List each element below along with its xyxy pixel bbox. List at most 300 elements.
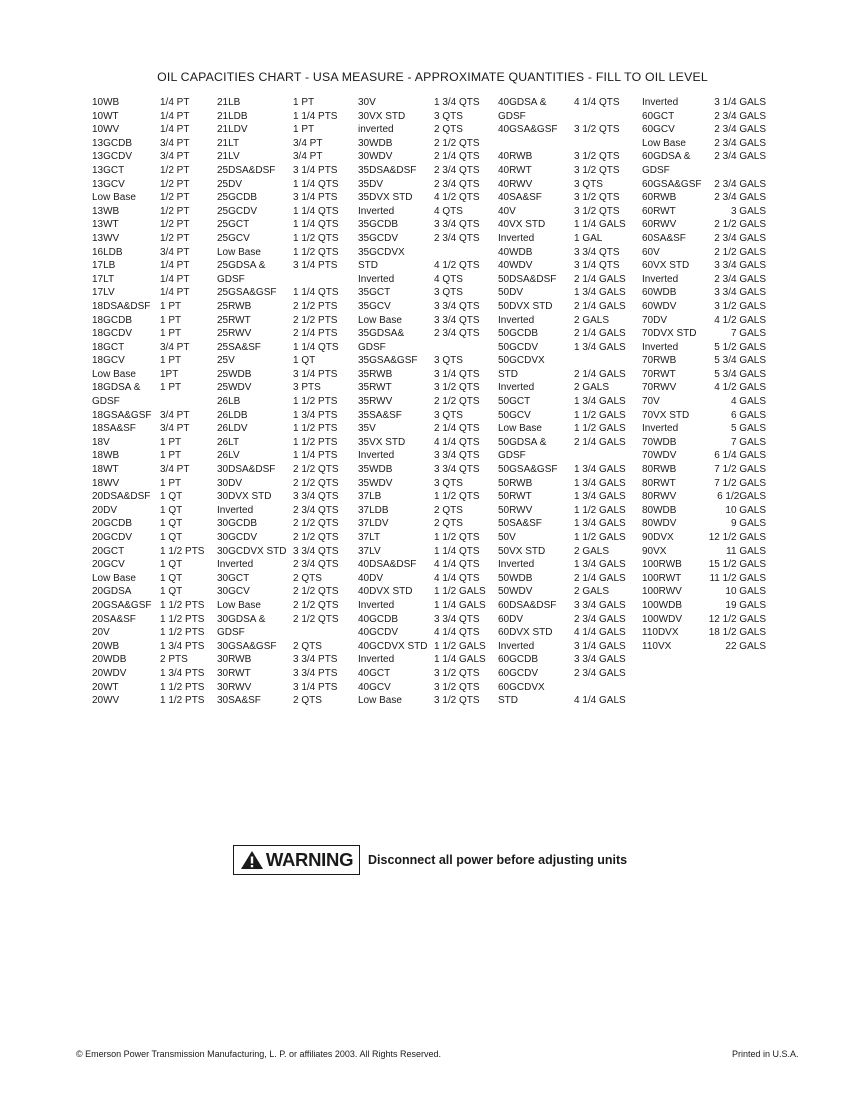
chart-title: OIL CAPACITIES CHART - USA MEASURE - APPROXIMATE QUANTITIES - FILL TO OIL LEVEL <box>157 70 708 84</box>
capacity-cell: 1 PT <box>160 477 182 489</box>
capacity-cell: 1/2 PT <box>160 178 190 190</box>
capacity-cell: 1 3/4 QTS <box>434 97 480 108</box>
model-cell: 100WDV <box>642 613 683 625</box>
model-cell: Inverted <box>498 559 535 571</box>
model-cell: 35GCDVX <box>358 246 405 258</box>
model-cell: Low Base <box>92 572 136 584</box>
capacity-cell: 3 3/4 QTS <box>434 450 480 462</box>
model-cell: 40RWB <box>498 151 533 163</box>
capacity-cell: 1 1/2 PTS <box>160 627 205 639</box>
model-cell: 40GCV <box>358 681 391 693</box>
model-cell: 20V <box>92 627 110 639</box>
model-cell: 35GDSA& <box>358 328 405 340</box>
model-cell: 30GCT <box>217 572 250 584</box>
model-cell: 20GCDB <box>92 518 133 530</box>
model-cell: 35RWB <box>358 368 393 380</box>
model-cell: 40V <box>498 205 516 217</box>
model-cell: 30RWV <box>217 681 252 693</box>
capacity-cell: 1 1/4 GALS <box>434 654 486 666</box>
capacity-cell: 2 3/4 QTS <box>293 559 339 571</box>
model-cell: 21LDB <box>217 110 248 122</box>
model-cell: 50VX STD <box>498 545 546 557</box>
capacity-cell: 3 1/4 PTS <box>293 260 338 272</box>
capacity-cell: 5 GALS <box>730 423 766 435</box>
model-cell: 70WDV <box>642 450 677 462</box>
model-cell: 60SA&SF <box>642 232 686 244</box>
model-cell: STD <box>358 260 378 272</box>
capacity-cell: 3 1/2 QTS <box>574 124 620 136</box>
model-cell: 30DSA&DSF <box>217 464 276 476</box>
model-cell: 37LT <box>358 532 381 543</box>
model-cell: 20GCDV <box>92 532 133 543</box>
model-cell: Inverted <box>358 205 395 217</box>
model-cell: 60GDSA & <box>642 151 691 163</box>
capacity-cell: 1 1/2 PTS <box>293 423 338 435</box>
model-cell: 60GCDVX <box>498 681 545 693</box>
model-cell: 50WDV <box>498 586 533 598</box>
capacity-cell: 1/4 PT <box>160 124 190 136</box>
model-cell: 70RWT <box>642 368 676 380</box>
capacity-cell: 19 GALS <box>725 599 766 611</box>
capacity-cell: 12 1/2 GALS <box>708 613 766 625</box>
capacity-cell: 3 1/2 QTS <box>434 695 480 707</box>
capacity-cell: 4 GALS <box>730 396 766 408</box>
capacity-cell: 2 1/2 QTS <box>293 532 339 543</box>
model-cell: 30GCDV <box>217 532 258 543</box>
capacity-cell: 3 GALS <box>730 205 766 217</box>
model-cell: 35SA&SF <box>358 409 402 421</box>
model-cell: 10WV <box>92 124 120 136</box>
capacity-cell: 3 QTS <box>434 409 463 421</box>
model-cell: 50GCDB <box>498 328 539 340</box>
model-cell: 26LDV <box>217 423 248 435</box>
model-cell: Inverted <box>642 423 679 435</box>
capacity-cell: 1 1/4 QTS <box>293 178 339 190</box>
model-cell: GDSF <box>358 341 386 353</box>
capacity-cell: 1 1/2 GALS <box>434 586 486 598</box>
model-cell: 60WDV <box>642 300 677 312</box>
model-cell: 80RWB <box>642 464 677 476</box>
capacity-cell: 1 3/4 PTS <box>160 667 205 679</box>
model-cell: 70RWB <box>642 355 677 367</box>
capacity-cell: 1 PT <box>160 355 182 367</box>
model-cell: 35DSA&DSF <box>358 164 417 176</box>
capacity-cell: 1 QT <box>160 518 183 530</box>
capacity-cell: 10 GALS <box>725 504 766 516</box>
capacity-cell: 2 1/2 GALS <box>714 246 766 258</box>
model-cell: 25GCV <box>217 232 250 244</box>
capacity-cell: 2 3/4 GALS <box>714 178 766 190</box>
model-cell: 25WDV <box>217 382 252 394</box>
model-cell: 35V <box>358 423 376 435</box>
model-cell: 100RWB <box>642 559 682 571</box>
model-cell: 50DSA&DSF <box>498 273 557 285</box>
model-cell: 60GSA&GSF <box>642 178 702 190</box>
model-cell: 60GCV <box>642 124 675 136</box>
capacity-cell: 1 3/4 GALS <box>574 477 626 489</box>
model-cell: 50V <box>498 532 516 543</box>
capacity-cell: 12 1/2 GALS <box>708 532 766 543</box>
model-cell: 50GDSA & <box>498 436 547 448</box>
capacity-cell: 1/4 PT <box>160 110 190 122</box>
model-cell: 17LT <box>92 273 115 285</box>
model-cell: 21LDV <box>217 124 248 136</box>
capacity-cell: 1 1/4 QTS <box>293 341 339 353</box>
capacity-cell: 1 3/4 GALS <box>574 287 626 299</box>
capacity-cell: 1 1/4 QTS <box>293 205 339 217</box>
capacity-cell: 2 3/4 GALS <box>714 273 766 285</box>
capacity-cell: 3 3/4 QTS <box>293 491 339 503</box>
capacity-cell: 18 1/2 GALS <box>708 627 766 639</box>
capacity-cell: 1 PT <box>160 328 182 340</box>
model-cell: GDSF <box>642 164 670 176</box>
model-cell: Inverted <box>642 341 679 353</box>
model-cell: 50GCDV <box>498 341 539 353</box>
model-cell: 40RWV <box>498 178 533 190</box>
model-cell: 35VX STD <box>358 436 406 448</box>
capacity-cell: 11 GALS <box>726 545 766 557</box>
capacity-cell: 2 QTS <box>293 572 322 584</box>
model-cell: 26LB <box>217 396 241 408</box>
capacity-cell: 3 1/4 PTS <box>293 164 338 176</box>
capacity-cell: 3 3/4 PTS <box>293 667 338 679</box>
capacity-cell: 2 3/4 GALS <box>714 232 766 244</box>
capacity-cell: 2 3/4 QTS <box>293 504 339 516</box>
model-cell: 18GCT <box>92 341 125 353</box>
capacity-cell: 4 1/4 GALS <box>574 695 626 707</box>
model-cell: 80RWT <box>642 477 676 489</box>
model-cell: 20WDV <box>92 667 127 679</box>
model-cell: 25GCT <box>217 219 250 231</box>
model-cell: 70V <box>642 396 660 408</box>
warning-box <box>233 845 360 875</box>
capacity-cell: 3/4 PT <box>293 151 323 163</box>
model-cell: 100WDB <box>642 599 683 611</box>
model-cell: 20GCT <box>92 545 125 557</box>
capacity-cell: 1/4 PT <box>160 287 190 299</box>
model-cell: 30SA&SF <box>217 695 261 707</box>
model-cell: 80WDV <box>642 518 677 530</box>
model-cell: 26LDB <box>217 409 248 421</box>
capacity-cell: 3/4 PT <box>160 151 190 163</box>
capacity-cell: 2 QTS <box>434 504 463 516</box>
capacity-cell: 1/2 PT <box>160 164 190 176</box>
model-cell: 18GSA&GSF <box>92 409 152 421</box>
model-cell: 110VX <box>642 640 672 652</box>
model-cell: 25GSA&GSF <box>217 287 277 299</box>
model-cell: 10WB <box>92 97 120 108</box>
capacity-cell: 2 QTS <box>293 695 322 707</box>
capacity-cell: 2 QTS <box>293 640 322 652</box>
model-cell: 50DVX STD <box>498 300 553 312</box>
capacity-cell: 2 1/2 QTS <box>293 613 339 625</box>
model-cell: 70DV <box>642 314 668 326</box>
capacity-cell: 3 3/4 GALS <box>574 654 626 666</box>
capacity-cell: 2 1/4 QTS <box>434 423 480 435</box>
capacity-cell: 2 GALS <box>574 382 610 394</box>
capacity-cell: 2 3/4 GALS <box>574 667 626 679</box>
capacity-cell: 15 1/2 GALS <box>708 559 766 571</box>
capacity-cell: 2 GALS <box>574 545 610 557</box>
capacity-cell: 1 1/2 QTS <box>434 491 480 503</box>
capacity-cell: 1 QT <box>160 491 183 503</box>
capacity-cell: 3 1/4 PTS <box>293 368 338 380</box>
model-cell: 35RWT <box>358 382 392 394</box>
model-cell: 35RWV <box>358 396 393 408</box>
capacity-cell: 7 1/2 GALS <box>714 464 766 476</box>
capacity-cell: 3/4 PT <box>160 341 190 353</box>
model-cell: 20WB <box>92 640 120 652</box>
model-cell: 40DV <box>358 572 384 584</box>
capacity-cell: 3 QTS <box>434 287 463 299</box>
model-cell: 60WDB <box>642 287 677 299</box>
capacity-cell: 1 3/4 GALS <box>574 559 626 571</box>
model-cell: 13GCV <box>92 178 125 190</box>
capacity-cell: 3 1/2 QTS <box>434 382 480 394</box>
model-cell: 30GSA&GSF <box>217 640 277 652</box>
capacity-cell: 1 QT <box>160 572 183 584</box>
capacity-cell: 3 3/4 PTS <box>293 654 338 666</box>
model-cell: 20WV <box>92 695 120 707</box>
model-cell: 37LB <box>358 491 382 503</box>
capacity-cell: 1 QT <box>160 504 183 516</box>
capacity-cell: 2 1/4 GALS <box>574 368 626 380</box>
model-cell: 20DSA&DSF <box>92 491 151 503</box>
capacity-cell: 1PT <box>160 368 179 380</box>
model-cell: 60RWV <box>642 219 677 231</box>
capacity-cell: 1 1/2 GALS <box>574 532 626 543</box>
capacity-cell: 2 3/4 GALS <box>714 110 766 122</box>
capacity-cell: 1 QT <box>293 355 316 367</box>
capacity-cell: 1 1/4 QTS <box>293 287 339 299</box>
capacity-cell: 3 QTS <box>434 355 463 367</box>
capacity-cell: 2 1/4 QTS <box>434 151 480 163</box>
capacity-cell: 2 1/4 GALS <box>574 436 626 448</box>
model-cell: 26LT <box>217 436 240 448</box>
model-cell: 17LB <box>92 260 116 272</box>
model-cell: 25RWB <box>217 300 252 312</box>
capacity-cell: 7 GALS <box>730 436 766 448</box>
capacity-cell: 1 1/2 PTS <box>160 613 205 625</box>
model-cell: 21LT <box>217 137 240 149</box>
capacity-cell: 3 3/4 QTS <box>434 219 480 231</box>
capacity-cell: 1 GAL <box>574 232 603 244</box>
model-cell: 60GCDB <box>498 654 539 666</box>
capacity-cell: 3/4 PT <box>160 464 190 476</box>
model-cell: 18WV <box>92 477 120 489</box>
model-cell: 70WDB <box>642 436 677 448</box>
capacity-cell: 2 1/2 QTS <box>434 137 480 149</box>
model-cell: 20SA&SF <box>92 613 136 625</box>
model-cell: 25V <box>217 355 235 367</box>
capacity-cell: 2 1/2 QTS <box>293 477 339 489</box>
model-cell: 18WB <box>92 450 120 462</box>
model-cell: 40SA&SF <box>498 192 542 204</box>
capacity-cell: 1 PT <box>160 382 182 394</box>
model-cell: GDSF <box>498 110 526 122</box>
model-cell: 35GCT <box>358 287 391 299</box>
model-cell: 25SA&SF <box>217 341 261 353</box>
model-cell: 25DSA&DSF <box>217 164 276 176</box>
capacity-cell: 3 1/4 PTS <box>293 681 338 693</box>
model-cell: Inverted <box>358 273 395 285</box>
model-cell: 35GCDB <box>358 219 399 231</box>
capacity-cell: 3 1/4 GALS <box>714 97 766 108</box>
model-cell: 100RWT <box>642 572 682 584</box>
capacity-cell: 6 1/4 GALS <box>714 450 766 462</box>
capacity-cell: 1 PT <box>160 450 182 462</box>
capacity-cell: 2 3/4 QTS <box>434 164 480 176</box>
capacity-cell: 1 1/4 PTS <box>293 450 338 462</box>
capacity-cell: 4 1/4 QTS <box>574 97 620 108</box>
capacity-cell: 3/4 PT <box>160 137 190 149</box>
model-cell: 25GCDB <box>217 192 258 204</box>
model-cell: Low Base <box>358 695 402 707</box>
capacity-cell: 22 GALS <box>725 640 766 652</box>
model-cell: 10WT <box>92 110 119 122</box>
capacity-cell: 1 1/2 GALS <box>574 423 626 435</box>
model-cell: 21LB <box>217 97 241 108</box>
capacity-cell: 2 PTS <box>160 654 188 666</box>
capacity-cell: 2 GALS <box>574 586 610 598</box>
model-cell: 40GCDV <box>358 627 399 639</box>
capacity-cell: 2 1/2 QTS <box>293 599 339 611</box>
capacity-cell: 3/4 PT <box>160 423 190 435</box>
model-cell: 80RWV <box>642 491 677 503</box>
model-cell: 17LV <box>92 287 115 299</box>
warning-label: WARNING <box>265 849 354 870</box>
model-cell: 60DVX STD <box>498 627 553 639</box>
capacity-cell: 1 PT <box>293 124 315 136</box>
model-cell: 35GSA&GSF <box>358 355 418 367</box>
model-cell: 18GDSA & <box>92 382 141 394</box>
capacity-cell: 5 1/2 GALS <box>714 341 766 353</box>
model-cell: 40RWT <box>498 164 532 176</box>
model-cell: 13GCDV <box>92 151 133 163</box>
model-cell: Low Base <box>92 192 136 204</box>
capacity-cell: 1 1/4 QTS <box>434 545 480 557</box>
capacity-cell: 3 3/4 QTS <box>434 300 480 312</box>
model-cell: 30GCDB <box>217 518 258 530</box>
capacity-cell: 3 1/2 QTS <box>574 205 620 217</box>
model-cell: 25WDB <box>217 368 252 380</box>
model-cell: 60GCDV <box>498 667 539 679</box>
model-cell: GDSF <box>217 273 245 285</box>
warning-text: Disconnect all power before adjusting units <box>368 853 628 867</box>
model-cell: 60V <box>642 246 660 258</box>
capacity-cell: 6 1/2GALS <box>717 491 766 503</box>
model-cell: 90VX <box>642 545 667 557</box>
capacity-cell: 4 QTS <box>434 273 463 285</box>
capacity-cell: 2 3/4 GALS <box>714 151 766 163</box>
model-cell: 18GCDV <box>92 328 133 340</box>
capacity-cell: 2 QTS <box>434 518 463 530</box>
capacity-cell: 1 1/4 PTS <box>293 110 338 122</box>
model-cell: 60VX STD <box>642 260 690 272</box>
model-cell: Inverted <box>358 450 395 462</box>
capacity-cell: 1/2 PT <box>160 192 190 204</box>
model-cell: 13WB <box>92 205 120 217</box>
capacity-cell: 1/2 PT <box>160 205 190 217</box>
capacity-cell: 10 GALS <box>725 586 766 598</box>
capacity-cell: 3 1/2 QTS <box>574 164 620 176</box>
model-cell: 40VX STD <box>498 219 546 231</box>
model-cell: 50SA&SF <box>498 518 542 530</box>
model-cell: 90DVX <box>642 532 674 543</box>
model-cell: 35DVX STD <box>358 192 413 204</box>
model-cell: 50RWT <box>498 491 532 503</box>
capacity-cell: 2 3/4 QTS <box>434 328 480 340</box>
capacity-cell: 7 1/2 GALS <box>714 477 766 489</box>
capacity-cell: 1/2 PT <box>160 232 190 244</box>
capacity-cell: 2 3/4 GALS <box>714 192 766 204</box>
model-cell: Low Base <box>217 599 261 611</box>
capacity-cell: 1 1/2 GALS <box>574 504 626 516</box>
capacity-cell: 2 GALS <box>574 314 610 326</box>
model-cell: 21LV <box>217 151 240 163</box>
capacity-cell: 1/4 PT <box>160 273 190 285</box>
model-cell: 40GCDVX STD <box>358 640 428 652</box>
model-cell: 20GSA&GSF <box>92 599 152 611</box>
model-cell: 40WDB <box>498 246 533 258</box>
capacity-cell: 1 1/2 GALS <box>574 409 626 421</box>
model-cell: 40WDV <box>498 260 533 272</box>
model-cell: Inverted <box>498 314 535 326</box>
capacity-cell: 1 QT <box>160 559 183 571</box>
capacity-cell: 4 1/4 GALS <box>574 627 626 639</box>
capacity-cell: 3 QTS <box>574 178 603 190</box>
capacity-cell: 3 1/4 PTS <box>293 192 338 204</box>
capacity-cell: 1 QT <box>160 586 183 598</box>
model-cell: 37LV <box>358 545 381 557</box>
model-cell: 37LDV <box>358 518 389 530</box>
model-cell: Low Base <box>642 137 686 149</box>
capacity-cell: 1 1/4 QTS <box>293 219 339 231</box>
model-cell: GDSF <box>498 450 526 462</box>
model-cell: 18GCV <box>92 355 125 367</box>
capacity-cell: 1 3/4 GALS <box>574 396 626 408</box>
model-cell: 40DVX STD <box>358 586 413 598</box>
capacity-cell: 2 3/4 QTS <box>434 178 480 190</box>
capacity-cell: 9 GALS <box>730 518 766 530</box>
model-cell: STD <box>498 368 518 380</box>
model-cell: Inverted <box>217 559 254 571</box>
model-cell: 30RWB <box>217 654 252 666</box>
capacity-cell: 3 3/4 GALS <box>714 260 766 272</box>
capacity-cell: 3 1/4 QTS <box>434 368 480 380</box>
capacity-cell: 3 1/4 QTS <box>574 260 620 272</box>
model-cell: 40DSA&DSF <box>358 559 417 571</box>
model-cell: 25RWT <box>217 314 251 326</box>
model-cell: 30GCDVX STD <box>217 545 287 557</box>
capacity-cell: 1 QT <box>160 532 183 543</box>
capacity-cell: 1 1/2 PTS <box>160 695 205 707</box>
model-cell: Low Base <box>217 246 261 258</box>
capacity-cell: 6 GALS <box>730 409 766 421</box>
model-cell: Low Base <box>92 368 136 380</box>
model-cell: 20GDSA <box>92 586 132 598</box>
capacity-cell: 2 1/2 GALS <box>714 219 766 231</box>
capacity-cell: 1 3/4 GALS <box>574 518 626 530</box>
model-cell: 18V <box>92 436 110 448</box>
capacity-cell: 1/2 PT <box>160 219 190 231</box>
model-cell: 20WT <box>92 681 119 693</box>
capacity-cell: 1/4 PT <box>160 260 190 272</box>
model-cell: 25GDSA & <box>217 260 266 272</box>
capacity-cell: 2 3/4 GALS <box>714 137 766 149</box>
capacity-cell: 3 QTS <box>434 477 463 489</box>
capacity-cell: 1 1/4 GALS <box>574 219 626 231</box>
